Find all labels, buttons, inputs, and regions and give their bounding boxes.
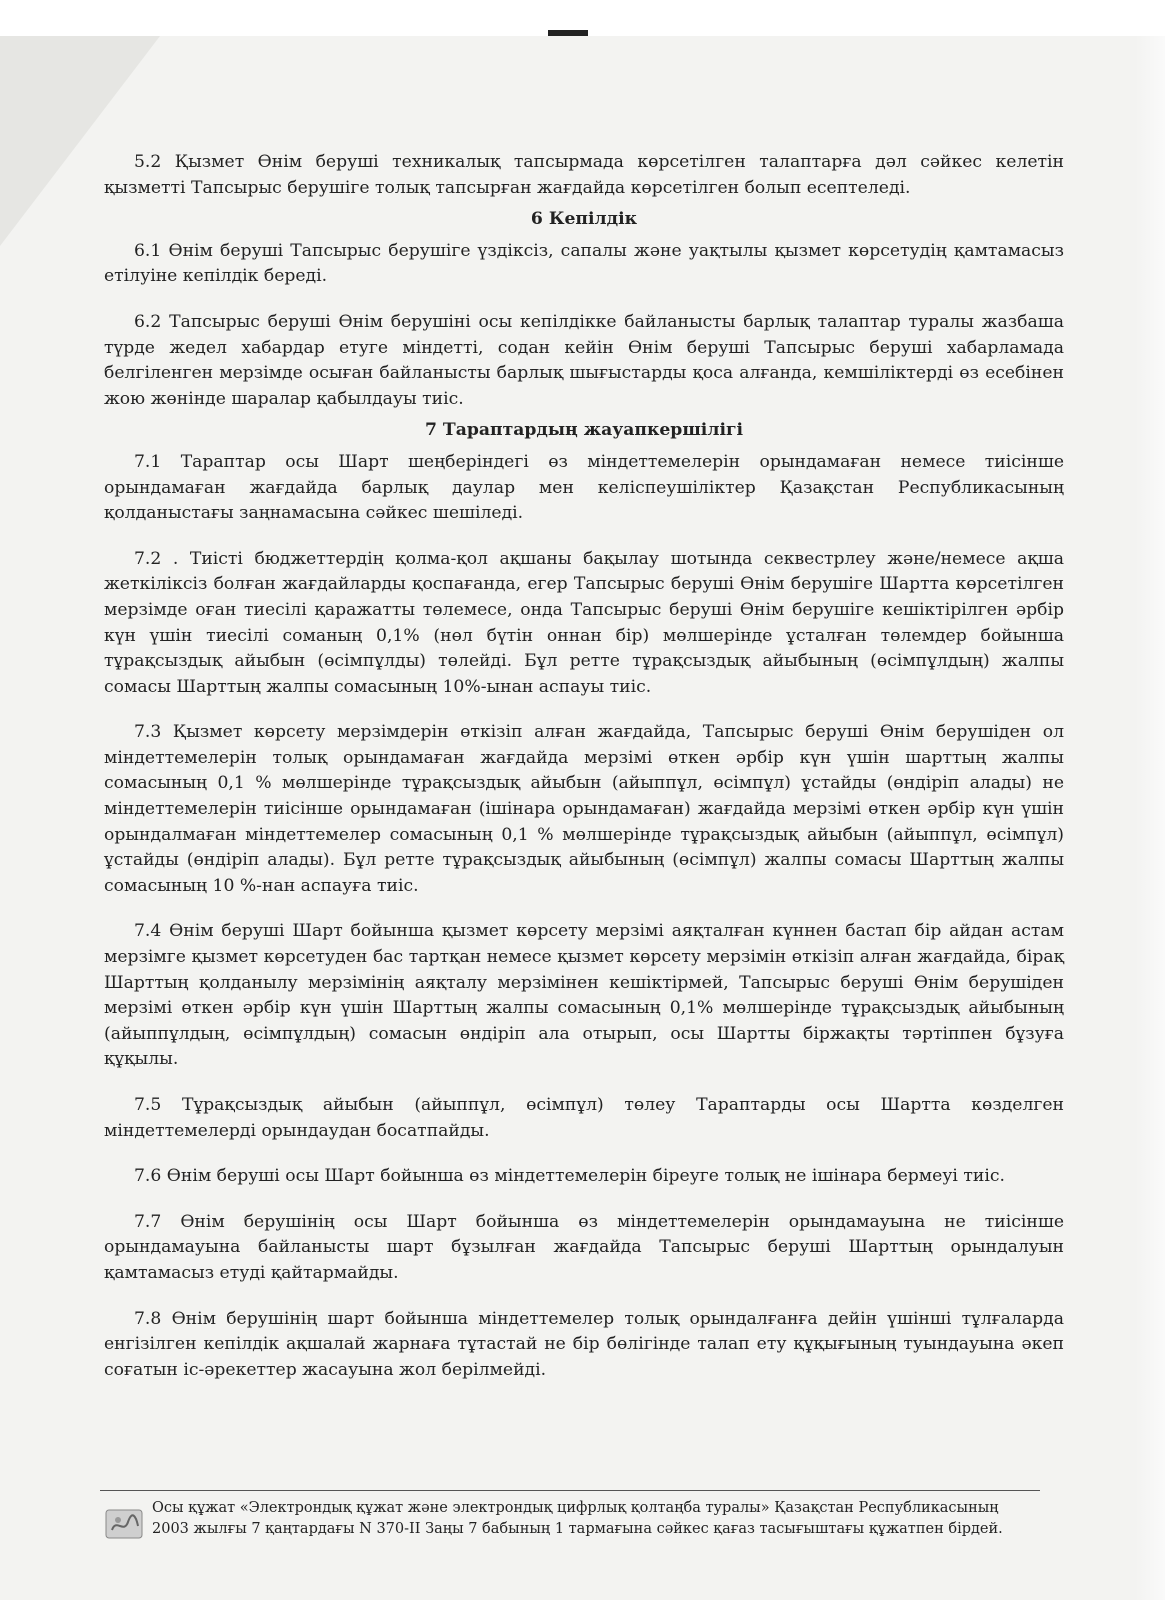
paragraph-7-8: 7.8 Өнім берушінің шарт бойынша міндеттемелер толық орындалғанға дейін үшінші тұлғаларда енгізілген кепілдік ақшалай жарнаға тұтастай не бір бөлігінде талап ету құқығының туындауына әкеп соғатын іс-әрекеттер жасауына жол берілмейді. [104, 1308, 1064, 1380]
document-sheet [36, 36, 1136, 1600]
heading-section-6: 6 Кепілдік [530, 209, 638, 230]
paragraph-7-7: 7.7 Өнім берушінің осы Шарт бойынша өз міндеттемелерін орындамауына не тиісінше орындамауына байланысты шарт бұзылған жағдайда Тапсырыс беруші Шарттың орындалуын қамтамасыз етуді қайтармайды. [104, 1211, 1064, 1283]
document-body [104, 150, 1064, 1403]
paragraph-7-5: 7.5 Тұрақсыздық айыбын (айыппұл, өсімпұл) төлеу Тараптарды осы Шартта көзделген міндеттемелерді орындаудан босатпайды. [104, 1095, 1064, 1141]
paragraph-7-4: 7.4 Өнім беруші Шарт бойынша қызмет көрсету мерзімі аяқталған күннен бастап бір айдан астам мерзімге қызмет көрсетуден бас тартқан немесе қызмет көрсету мерзімін өткізіп алған жағдайда, бірақ Шарттың қолданылу мерзімінің аяқталу мерзімінен кешіктірмей, Тапсырыс беруші Өнім берушіден мерзімі өткен әрбір күн үшін Шарттың жалпы сомасының 0,1% мөлшерінде тұрақсыздық айыбының (айыппұлдың, өсімпұлдың) сомасын өндіріп ала отырып, осы Шартты біржақты тәртіппен бұзуға құқылы. [104, 921, 1064, 1070]
paragraph-7-3: 7.3 Қызмет көрсету мерзімдерін өткізіп алған жағдайда, Тапсырыс беруші Өнім берушіден ол міндеттемелерін толық орындамаған жағдайда мерзімі өткен әрбір күн үшін шарттың жалпы сомасының 0,1 % мөлшерінде тұрақсыздық айыбын (айыппұл, өсімпұл) ұстайды (өндіріп алады) не міндеттемелерін тиісінше орындамаған (ішінара орындамаған) жағдайда мерзімі өткен әрбір күн үшін орындалмаған міндеттемелер сомасының 0,1 % мөлшерінде тұрақсыздық айыбын (айыппұл, өсімпұл) ұстайды (өндіріп алады). Бұл ретте тұрақсыздық айыбының (өсімпұл) жалпы сомасы Шарттың жалпы сомасының 10 %-нан аспауға тиіс. [104, 722, 1064, 896]
paragraph-6-1: 6.1 Өнім беруші Тапсырыс берушіге үздіксіз, сапалы және уақтылы қызмет көрсетудің қамтамасыз етілуіне кепілдік береді. [104, 240, 1064, 287]
e-gov-seal-icon [104, 1504, 144, 1544]
paragraph-5-2: 5.2 Қызмет Өнім беруші техникалық тапсырмада көрсетілген талаптарға дәл сәйкес келетін қызметті Тапсырыс берушіге толық тапсырған жағдайда көрсетілген болып есептеледі. [104, 152, 1064, 198]
footer-divider [100, 1490, 1040, 1491]
footer-legal-note: Осы құжат «Электрондық құжат және электрондық цифрлық қолтаңба туралы» Қазақстан Республикасының 2003 жылғы 7 қаңтардағы N 370-II Заңы 7 бабының 1 тармағына сәйкес қағаз тасығыштағы құжатпен бірдей. [152, 1500, 1003, 1537]
scan-right-edge [1135, 36, 1165, 1600]
paragraph-7-1: 7.1 Тараптар осы Шарт шеңберіндегі өз міндеттемелерін орындамаған немесе тиісінше орындамаған жағдайда барлық даулар мен келіспеушіліктер Қазақстан Республикасының қолданыстағы заңнамасына сәйкес шешіледі. [104, 451, 1064, 524]
paragraph-7-6: 7.6 Өнім беруші осы Шарт бойынша өз міндеттемелерін біреуге толық не ішінара бермеуі тиіс. [134, 1166, 1005, 1187]
paragraph-6-2: 6.2 Тапсырыс беруші Өнім берушіні осы кепілдікке байланысты барлық талаптар туралы жазбаша түрде жедел хабардар етуге міндетті, содан кейін Өнім беруші Тапсырыс беруші хабарламада белгіленген мерзімде осыған байланысты барлық шығыстарды қоса алғанда, кемшіліктерді өз есебінен жою жөнінде шаралар қабылдауы тиіс. [104, 311, 1064, 409]
scan-top-edge [0, 0, 1165, 36]
heading-section-7: 7 Тараптардың жауапкершілігі [424, 420, 744, 441]
footer [100, 1490, 1100, 1570]
paragraph-7-2: 7.2 . Тиісті бюджеттердің қолма-қол ақшаны бақылау шотында секвестрлеу және/немесе ақша жеткіліксіз болған жағдайларды қоспағанда, егер Тапсырыс беруші Өнім берушіге Шартта көрсетілген мерзімде оған тиесілі қаражатты төлемесе, онда Тапсырыс беруші Өнім берушіге кешіктірілген әрбір күн үшін тиесілі соманың 0,1% (нөл бүтін оннан бір) мөлшерінде ұсталған төлемдер бойынша тұрақсыздық айыбын (өсімпұлды) төлейді. Бұл ретте тұрақсыздық айыбының (өсімпұлдың) жалпы сомасы Шарттың жалпы сомасының 10%-ынан аспауы тиіс. [104, 548, 1064, 697]
